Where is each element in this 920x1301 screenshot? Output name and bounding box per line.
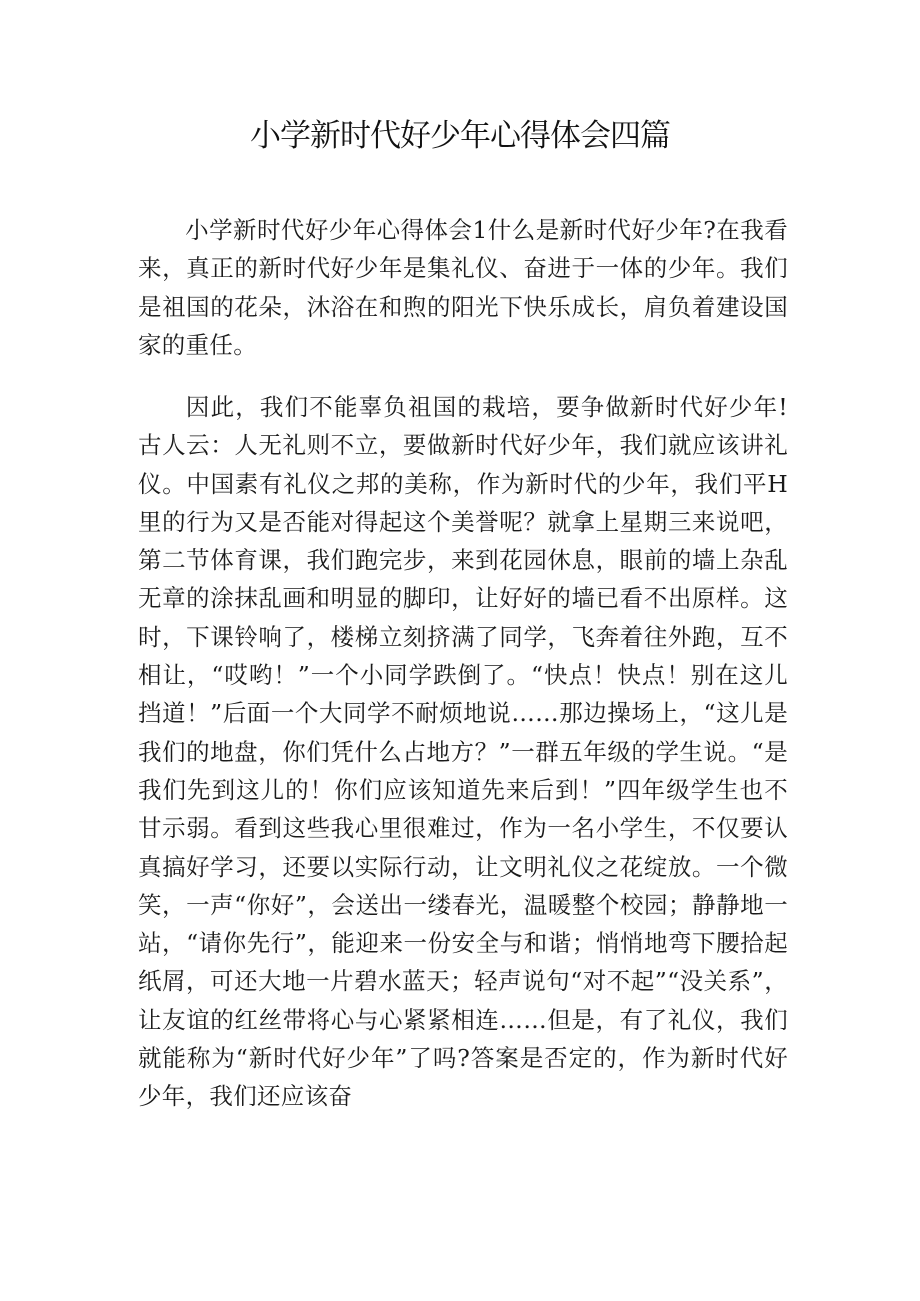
paragraph-1-text: 小学新时代好少年心得体会1什么是新时代好少年?在我看来，真正的新时代好少年是集礼仪、奋进于一体的少年。我们是祖国的花朵，沐浴在和煦的阳光下快乐成长，肩负着建设国家的重任。 <box>138 216 788 359</box>
paragraph-2-text: 因此，我们不能辜负祖国的栽培，要争做新时代好少年!古人云：人无礼则不立，要做新时代好少年，我们就应该讲礼仪。中国素有礼仪之邦的美称，作为新时代的少年，我们平H里的行为又是否能对得起这个美誉呢？就拿上星期三来说吧，第二节体育课，我们跑完步，来到花园休息，眼前的墙上杂乱无章的涂抹乱画和明显的脚印，让好好的墙已看不出原样。这时，下课铃响了，楼梯立刻挤满了同学，飞奔着往外跑，互不相让，“哎哟！”一个小同学跌倒了。“快点！快点！别在这儿挡道！”后面一个大同学不耐烦地说……那边操场上，“这儿是我们的地盘，你们凭什么占地方？”一群五年级的学生说。“是我们先到这儿的！你们应该知道先来后到！”四年级学生也不甘示弱。看到这些我心里很难过，作为一名小学生，不仅要认真搞好学习，还要以实际行动，让文明礼仪之花绽放。一个微笑，一声“你好”，会送出一缕春光，温暖整个校园；静静地一站，“请你先行”，能迎来一份安全与和谐；悄悄地弯下腰拾起纸屑，可还大地一片碧水蓝天；轻声说句“对不起”“没关系”，让友谊的红丝带将心与心紧紧相连……但是，有了礼仪，我们就能称为“新时代好少年”了吗?答案是否定的，作为新时代好少年，我们还应该奋 <box>138 393 788 1111</box>
paragraph-2 <box>138 388 788 1116</box>
document-title: 小学新时代好少年心得体会四篇 <box>250 118 670 154</box>
paragraph-1 <box>138 211 788 364</box>
